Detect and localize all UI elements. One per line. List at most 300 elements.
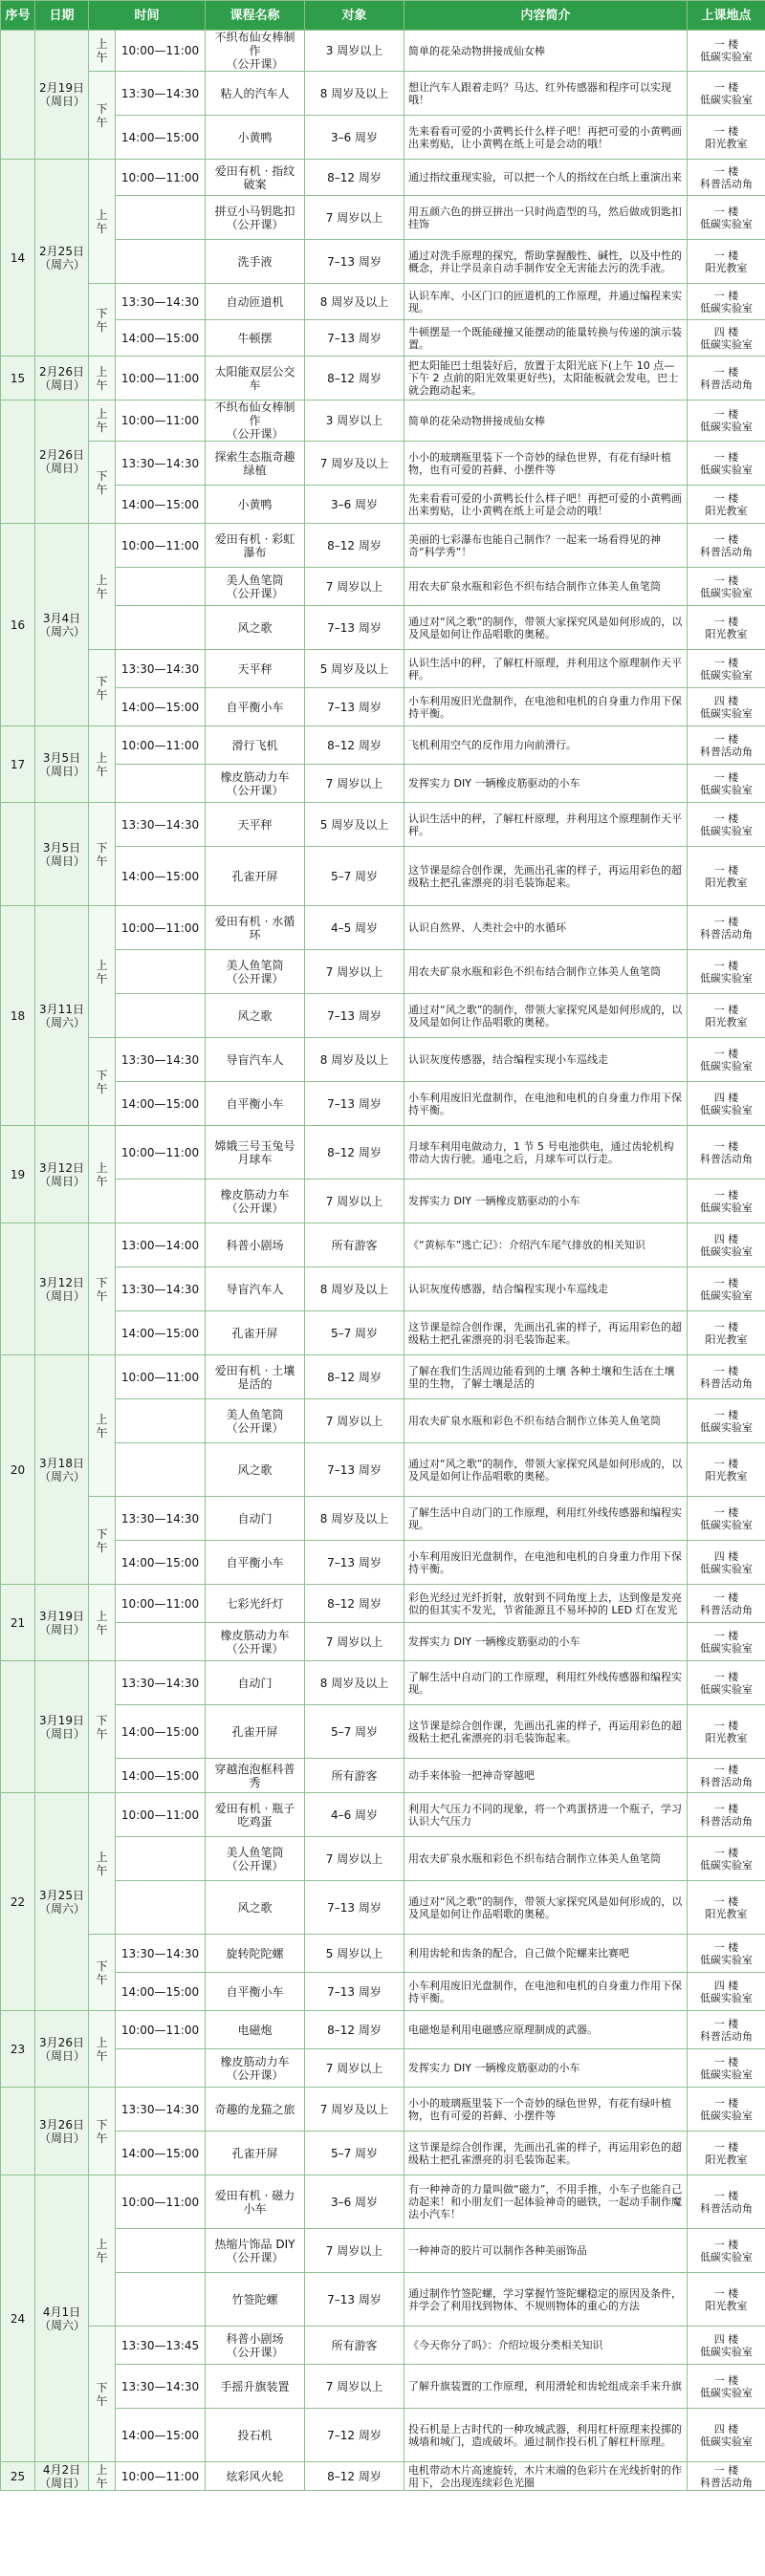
time-cell: 10:00—11:00 [116, 1126, 206, 1180]
location-cell: 一 楼 阳光教室 [688, 1881, 765, 1935]
location-cell: 一 楼 阳光教室 [688, 116, 765, 160]
location-cell: 一 楼 阳光教室 [688, 2273, 765, 2327]
audience-cell: 5 周岁及以上 [305, 803, 404, 847]
location-cell: 一 楼 低碳实验室 [688, 2365, 765, 2409]
location-cell: 一 楼 科普活动角 [688, 160, 765, 196]
course-name: 风之歌 [206, 606, 305, 650]
audience-cell: 所有游客 [305, 1759, 404, 1793]
time-cell: 14:00—15:00 [116, 1082, 206, 1126]
location-cell: 一 楼 低碳实验室 [688, 1038, 765, 1082]
description-cell: 简单的花朵动物拼接成仙女棒 [404, 400, 688, 442]
table-row [1, 196, 765, 240]
time-cell: 10:00—11:00 [116, 2176, 206, 2229]
row-number: 14 [1, 160, 35, 357]
course-name: 自平衡小车 [206, 1973, 305, 2011]
audience-cell: 8–12 周岁 [305, 2462, 404, 2491]
course-name: 美人鱼笔筒 （公开课） [206, 950, 305, 994]
location-cell: 一 楼 低碳实验室 [688, 284, 765, 320]
description-cell: 电磁炮是利用电磁感应原理制成的武器。 [404, 2011, 688, 2049]
location-cell: 一 楼 科普活动角 [688, 906, 765, 950]
row-number: 19 [1, 1126, 35, 1223]
audience-cell: 3–6 周岁 [305, 116, 404, 160]
half-day-label: 上午 [89, 524, 116, 650]
table-row [1, 400, 765, 442]
location-cell: 一 楼 低碳实验室 [688, 72, 765, 116]
location-cell: 一 楼 低碳实验室 [688, 2088, 765, 2132]
description-cell: 发挥实力 DIY 一辆橡皮筋驱动的小车 [404, 2049, 688, 2088]
time-cell: 10:00—11:00 [116, 1793, 206, 1837]
half-day-label: 下午 [89, 650, 116, 726]
location-cell: 一 楼 科普活动角 [688, 726, 765, 765]
half-day-label: 下午 [89, 284, 116, 357]
table-row [1, 1661, 765, 1705]
half-day-label: 下午 [89, 72, 116, 160]
row-number [1, 31, 35, 160]
course-name: 手摇升旗装置 [206, 2365, 305, 2409]
time-cell: 13:30—14:30 [116, 1497, 206, 1541]
time-cell: 13:00—14:00 [116, 1223, 206, 1267]
location-cell: 四 楼 低碳实验室 [688, 320, 765, 357]
audience-cell: 7 周岁以上 [305, 2365, 404, 2409]
row-number: 23 [1, 2011, 35, 2088]
row-number [1, 803, 35, 906]
time-cell: 13:30—14:30 [116, 1935, 206, 1973]
table-row [1, 1311, 765, 1355]
course-name: 爱田有机 · 指纹破案 [206, 160, 305, 196]
row-number [1, 1223, 35, 1355]
description-cell: 这节课是综合创作课，先画出孔雀的样子，再运用彩色的超级粘土把孔雀漂亮的羽毛装饰起来。 [404, 1311, 688, 1355]
table-row [1, 442, 765, 486]
course-name: 自动门 [206, 1661, 305, 1705]
table-row [1, 524, 765, 568]
course-name: 电磁炮 [206, 2011, 305, 2049]
location-cell: 一 楼 低碳实验室 [688, 442, 765, 486]
location-cell: 一 楼 低碳实验室 [688, 803, 765, 847]
course-name: 橡皮筋动力车 （公开课） [206, 2049, 305, 2088]
location-cell: 一 楼 阳光教室 [688, 1705, 765, 1759]
course-name: 爱田有机 · 彩虹瀑布 [206, 524, 305, 568]
row-number: 15 [1, 357, 35, 400]
description-cell: 有一种神奇的力量叫做“磁力”，不用手推，小车子也能自己动起来！和小朋友们一起体验神奇的磁铁，一起动手制作魔法小汽车！ [404, 2176, 688, 2229]
row-date: 3月18日 （周六） [35, 1355, 89, 1585]
description-cell: 通过对“风之歌”的制作，带领大家探究风是如何形成的，以及风是如何让作品唱歌的奥秘。 [404, 994, 688, 1038]
row-number: 24 [1, 2176, 35, 2462]
description-cell: 用农夫矿泉水瓶和彩色不织布结合制作立体美人鱼笔筒 [404, 950, 688, 994]
description-cell: 小车利用废旧光盘制作，在电池和电机的自身重力作用下保持平衡。 [404, 688, 688, 726]
location-cell: 四 楼 低碳实验室 [688, 1973, 765, 2011]
time-cell [116, 1399, 206, 1443]
description-cell: 了解生活中自动门的工作原理，利用红外线传感器和编程实现。 [404, 1497, 688, 1541]
table-row [1, 2409, 765, 2462]
audience-cell: 5–7 周岁 [305, 2132, 404, 2176]
time-cell: 14:00—15:00 [116, 2132, 206, 2176]
course-name: 自平衡小车 [206, 1541, 305, 1585]
description-cell: 牛顿摆是一个既能碰撞又能摆动的能量转换与传递的演示装置。 [404, 320, 688, 357]
half-day-label: 上午 [89, 160, 116, 284]
course-name: 美人鱼笔筒 （公开课） [206, 1399, 305, 1443]
description-cell: 用农夫矿泉水瓶和彩色不织布结合制作立体美人鱼笔筒 [404, 568, 688, 606]
location-cell: 一 楼 科普活动角 [688, 2176, 765, 2229]
description-cell: 认识生活中的秤，了解杠杆原理，并利用这个原理制作天平秤。 [404, 803, 688, 847]
table-row [1, 1355, 765, 1399]
time-cell [116, 568, 206, 606]
description-cell: 《“黄标车”逃亡记》：介绍汽车尾气排放的相关知识 [404, 1223, 688, 1267]
table-row [1, 726, 765, 765]
location-cell: 四 楼 低碳实验室 [688, 688, 765, 726]
description-cell: 通过对洗手原理的探究，帮助掌握酸性、碱性，以及中性的概念，并让学员亲自动手制作安全无害能去污的洗手液。 [404, 240, 688, 284]
table-row [1, 1881, 765, 1935]
course-name: 风之歌 [206, 1443, 305, 1497]
course-name: 投石机 [206, 2409, 305, 2462]
half-day-label: 上午 [89, 1355, 116, 1497]
description-cell: 《今天你分了吗》：介绍垃圾分类相关知识 [404, 2327, 688, 2365]
description-cell: 先来看看可爱的小黄鸭长什么样子吧！再把可爱的小黄鸭画出来剪贴，让小黄鸭在纸上可是会动的哦！ [404, 116, 688, 160]
description-cell: 先来看看可爱的小黄鸭长什么样子吧！再把可爱的小黄鸭画出来剪贴，让小黄鸭在纸上可是会动的哦！ [404, 486, 688, 524]
time-cell: 13:30—14:30 [116, 72, 206, 116]
row-date: 3月26日 （周日） [35, 2011, 89, 2088]
col-header-audience: 对象 [305, 1, 404, 31]
location-cell: 一 楼 低碳实验室 [688, 1267, 765, 1311]
description-cell: 电机带动木片高速旋转，木片末端的色彩片在光线折射的作用下，会出现连续彩色光圈 [404, 2462, 688, 2491]
description-cell: 用农夫矿泉水瓶和彩色不织布结合制作立体美人鱼笔筒 [404, 1837, 688, 1881]
course-name: 小黄鸭 [206, 116, 305, 160]
time-cell: 13:30—14:30 [116, 442, 206, 486]
row-date: 3月12日 （周日） [35, 1223, 89, 1355]
table-row [1, 1443, 765, 1497]
location-cell: 一 楼 低碳实验室 [688, 400, 765, 442]
table-row [1, 568, 765, 606]
course-name: 探索生态瓶奇趣绿植 [206, 442, 305, 486]
course-name: 爱田有机 · 瓶子吃鸡蛋 [206, 1793, 305, 1837]
location-cell: 一 楼 阳光教室 [688, 847, 765, 906]
table-row [1, 1793, 765, 1837]
audience-cell: 所有游客 [305, 1223, 404, 1267]
description-cell: 通过制作竹签陀螺，学习掌握竹签陀螺稳定的原因及条件，并学会了利用找到物体、不规则物体的重心的方法 [404, 2273, 688, 2327]
half-day-label: 上午 [89, 2462, 116, 2491]
table-row [1, 847, 765, 906]
row-date: 4月2日 （周日） [35, 2462, 89, 2491]
course-name: 爱田有机 · 水循环 [206, 906, 305, 950]
course-name: 拼豆小马钥匙扣 （公开课） [206, 196, 305, 240]
table-row [1, 2365, 765, 2409]
time-cell: 10:00—11:00 [116, 2011, 206, 2049]
description-cell: 简单的花朵动物拼接成仙女棒 [404, 31, 688, 72]
location-cell: 一 楼 阳光教室 [688, 1311, 765, 1355]
course-name: 孔雀开屏 [206, 2132, 305, 2176]
audience-cell: 7–13 周岁 [305, 2273, 404, 2327]
audience-cell: 7 周岁及以上 [305, 2088, 404, 2132]
half-day-label: 上午 [89, 726, 116, 803]
row-number [1, 1661, 35, 1793]
time-cell [116, 2229, 206, 2273]
location-cell: 一 楼 低碳实验室 [688, 1935, 765, 1973]
time-cell: 13:30—14:30 [116, 2365, 206, 2409]
table-row [1, 116, 765, 160]
location-cell: 一 楼 阳光教室 [688, 2132, 765, 2176]
audience-cell: 7 周岁以上 [305, 1180, 404, 1223]
description-cell: 利用大气压力不同的现象，将一个鸡蛋挤进一个瓶子，学习认识大气压力 [404, 1793, 688, 1837]
course-name: 七彩光纤灯 [206, 1585, 305, 1623]
course-name: 自平衡小车 [206, 688, 305, 726]
table-row [1, 284, 765, 320]
time-cell: 14:00—15:00 [116, 1973, 206, 2011]
description-cell: 投石机是上古时代的一种攻城武器，利用杠杆原理来投掷的城墙和城门，造成破坏。通过制作投石机了解杠杆原理。 [404, 2409, 688, 2462]
time-cell: 14:00—15:00 [116, 320, 206, 357]
half-day-label: 下午 [89, 2088, 116, 2176]
audience-cell: 8–12 周岁 [305, 1126, 404, 1180]
course-name: 奇趣的龙猫之旅 [206, 2088, 305, 2132]
course-name: 天平秤 [206, 803, 305, 847]
col-header-course: 课程名称 [206, 1, 305, 31]
time-cell: 10:00—11:00 [116, 160, 206, 196]
location-cell: 一 楼 低碳实验室 [688, 2229, 765, 2273]
audience-cell: 7–13 周岁 [305, 994, 404, 1038]
table-row [1, 1705, 765, 1759]
location-cell: 一 楼 科普活动角 [688, 2462, 765, 2491]
table-row [1, 650, 765, 688]
course-name: 爱田有机 · 磁力小车 [206, 2176, 305, 2229]
location-cell: 一 楼 科普活动角 [688, 357, 765, 400]
row-date: 3月5日 （周日） [35, 803, 89, 906]
half-day-label: 下午 [89, 1661, 116, 1793]
audience-cell: 5 周岁以上 [305, 1935, 404, 1973]
time-cell: 13:30—13:45 [116, 2327, 206, 2365]
table-row [1, 1541, 765, 1585]
half-day-label: 上午 [89, 357, 116, 400]
time-cell [116, 2049, 206, 2088]
audience-cell: 7–13 周岁 [305, 1082, 404, 1126]
row-number: 18 [1, 906, 35, 1126]
table-row [1, 1082, 765, 1126]
time-cell [116, 994, 206, 1038]
time-cell: 13:30—14:30 [116, 2088, 206, 2132]
location-cell: 四 楼 低碳实验室 [688, 1223, 765, 1267]
audience-cell: 8 周岁及以上 [305, 284, 404, 320]
location-cell: 一 楼 低碳实验室 [688, 950, 765, 994]
audience-cell: 7 周岁以上 [305, 196, 404, 240]
half-day-label: 上午 [89, 1126, 116, 1223]
location-cell: 四 楼 低碳实验室 [688, 2327, 765, 2365]
half-day-label: 下午 [89, 442, 116, 524]
col-header-date: 日期 [35, 1, 89, 31]
audience-cell: 5–7 周岁 [305, 1311, 404, 1355]
location-cell: 一 楼 低碳实验室 [688, 1399, 765, 1443]
location-cell: 一 楼 阳光教室 [688, 606, 765, 650]
header-row [1, 1, 765, 31]
description-cell: 把太阳能巴士组装好后，放置于太阳光底下(上午 10 点—下午 2 点前的阳光效果更好些)，太阳能板就会发电，巴士就会跑动起来。 [404, 357, 688, 400]
time-cell: 10:00—11:00 [116, 524, 206, 568]
audience-cell: 7–13 周岁 [305, 1541, 404, 1585]
description-cell: 通过指纹重现实验，可以把一个人的指纹在白纸上重演出来 [404, 160, 688, 196]
description-cell: 认识车库、小区门口的匝道机的工作原理，并通过编程来实现。 [404, 284, 688, 320]
audience-cell: 7 周岁以上 [305, 2049, 404, 2088]
location-cell: 一 楼 阳光教室 [688, 994, 765, 1038]
location-cell: 一 楼 科普活动角 [688, 524, 765, 568]
audience-cell: 7 周岁以上 [305, 950, 404, 994]
time-cell [116, 1443, 206, 1497]
description-cell: 发挥实力 DIY 一辆橡皮筋驱动的小车 [404, 1180, 688, 1223]
course-name: 孔雀开屏 [206, 1705, 305, 1759]
audience-cell: 3–6 周岁 [305, 486, 404, 524]
table-row [1, 765, 765, 803]
description-cell: 想让汽车人跟着走吗？马达、红外传感器和程序可以实现哦！ [404, 72, 688, 116]
row-date: 4月1日 （周六） [35, 2176, 89, 2462]
time-cell [116, 2273, 206, 2327]
course-name: 竹签陀螺 [206, 2273, 305, 2327]
audience-cell: 7–13 周岁 [305, 688, 404, 726]
row-date: 2月25日 （周六） [35, 160, 89, 357]
audience-cell: 8 周岁及以上 [305, 1267, 404, 1311]
description-cell: 通过对“风之歌”的制作，带领大家探究风是如何形成的，以及风是如何让作品唱歌的奥秘。 [404, 1443, 688, 1497]
course-name: 太阳能双层公交车 [206, 357, 305, 400]
description-cell: 小车利用废旧光盘制作，在电池和电机的自身重力作用下保持平衡。 [404, 1082, 688, 1126]
description-cell: 彩色光经过光纤折射，放射到不同角度上去，达到像是发亮似的但其实不发光，节省能源且不易坏掉的 LED 灯在发光 [404, 1585, 688, 1623]
course-name: 导盲汽车人 [206, 1267, 305, 1311]
row-date: 3月12日 （周日） [35, 1126, 89, 1223]
table-row [1, 2273, 765, 2327]
time-cell: 10:00—11:00 [116, 31, 206, 72]
table-row [1, 1837, 765, 1881]
table-row [1, 803, 765, 847]
course-name: 滑行飞机 [206, 726, 305, 765]
table-row [1, 906, 765, 950]
time-cell: 14:00—15:00 [116, 1311, 206, 1355]
table-row [1, 1399, 765, 1443]
audience-cell: 8 周岁及以上 [305, 1497, 404, 1541]
row-number: 22 [1, 1793, 35, 2011]
row-date: 3月11日 （周六） [35, 906, 89, 1126]
table-row [1, 31, 765, 72]
half-day-label: 下午 [89, 1497, 116, 1585]
course-name: 美人鱼笔筒 （公开课） [206, 568, 305, 606]
course-name: 橡皮筋动力车 （公开课） [206, 1623, 305, 1661]
location-cell: 一 楼 低碳实验室 [688, 1837, 765, 1881]
time-cell: 10:00—11:00 [116, 400, 206, 442]
table-row [1, 606, 765, 650]
table-row [1, 357, 765, 400]
table-row [1, 2049, 765, 2088]
time-cell: 14:00—15:00 [116, 1541, 206, 1585]
row-number: 20 [1, 1355, 35, 1585]
audience-cell: 8 周岁及以上 [305, 1661, 404, 1705]
time-cell [116, 1837, 206, 1881]
audience-cell: 7–13 周岁 [305, 606, 404, 650]
half-day-label: 下午 [89, 803, 116, 906]
time-cell: 14:00—15:00 [116, 116, 206, 160]
audience-cell: 4–6 周岁 [305, 1793, 404, 1837]
row-number [1, 2088, 35, 2176]
col-header-location: 上课地点 [688, 1, 765, 31]
audience-cell: 7 周岁以上 [305, 765, 404, 803]
table-row [1, 486, 765, 524]
row-number: 21 [1, 1585, 35, 1661]
row-date: 3月5日 （周日） [35, 726, 89, 803]
location-cell: 四 楼 低碳实验室 [688, 2409, 765, 2462]
description-cell: 发挥实力 DIY 一辆橡皮筋驱动的小车 [404, 1623, 688, 1661]
audience-cell: 8–12 周岁 [305, 1355, 404, 1399]
description-cell: 这节课是综合创作课，先画出孔雀的样子，再运用彩色的超级粘土把孔雀漂亮的羽毛装饰起来。 [404, 847, 688, 906]
description-cell: 认识自然界、人类社会中的水循环 [404, 906, 688, 950]
course-name: 洗手液 [206, 240, 305, 284]
col-header-description: 内容简介 [404, 1, 688, 31]
audience-cell: 7–13 周岁 [305, 1443, 404, 1497]
course-name: 自平衡小车 [206, 1082, 305, 1126]
audience-cell: 4–5 周岁 [305, 906, 404, 950]
audience-cell: 7 周岁以上 [305, 1623, 404, 1661]
location-cell: 一 楼 低碳实验室 [688, 1497, 765, 1541]
row-date: 3月4日 （周六） [35, 524, 89, 726]
time-cell: 13:30—14:30 [116, 1661, 206, 1705]
audience-cell: 8–12 周岁 [305, 160, 404, 196]
audience-cell: 3 周岁以上 [305, 400, 404, 442]
row-number: 16 [1, 524, 35, 726]
time-cell: 14:00—15:00 [116, 847, 206, 906]
table-row [1, 1585, 765, 1623]
table-row [1, 1126, 765, 1180]
half-day-label: 下午 [89, 1038, 116, 1126]
course-name: 热缩片饰品 DIY （公开课） [206, 2229, 305, 2273]
location-cell: 一 楼 科普活动角 [688, 1126, 765, 1180]
audience-cell: 8 周岁及以上 [305, 72, 404, 116]
time-cell: 13:30—14:30 [116, 1038, 206, 1082]
location-cell: 一 楼 低碳实验室 [688, 765, 765, 803]
table-row [1, 2327, 765, 2365]
audience-cell: 8–12 周岁 [305, 1585, 404, 1623]
half-day-label: 下午 [89, 1935, 116, 2011]
table-row [1, 950, 765, 994]
course-name: 穿越泡泡框科普秀 [206, 1759, 305, 1793]
audience-cell: 5–7 周岁 [305, 1705, 404, 1759]
audience-cell: 8–12 周岁 [305, 2011, 404, 2049]
time-cell [116, 950, 206, 994]
audience-cell: 7–12 周岁 [305, 2409, 404, 2462]
course-name: 孔雀开屏 [206, 847, 305, 906]
audience-cell: 8–12 周岁 [305, 726, 404, 765]
half-day-label: 上午 [89, 906, 116, 1038]
description-cell: 小小的玻璃瓶里装下一个奇妙的绿色世界，有花有绿叶植物，也有可爱的苔藓、小摆件等 [404, 2088, 688, 2132]
course-name: 孔雀开屏 [206, 1311, 305, 1355]
half-day-label: 上午 [89, 1585, 116, 1661]
time-cell: 10:00—11:00 [116, 357, 206, 400]
description-cell: 了解生活中自动门的工作原理，利用红外线传感器和编程实现。 [404, 1661, 688, 1705]
table-row [1, 1267, 765, 1311]
time-cell [116, 1180, 206, 1223]
row-number: 17 [1, 726, 35, 803]
audience-cell: 7 周岁以上 [305, 1399, 404, 1443]
description-cell: 了解升旗装置的工作原理，利用滑轮和齿轮组成亲手来升旗 [404, 2365, 688, 2409]
location-cell: 一 楼 阳光教室 [688, 486, 765, 524]
time-cell [116, 1623, 206, 1661]
audience-cell: 8 周岁及以上 [305, 1038, 404, 1082]
table-row [1, 1759, 765, 1793]
time-cell: 14:00—15:00 [116, 688, 206, 726]
description-cell: 小小的玻璃瓶里装下一个奇妙的绿色世界，有花有绿叶植物，也有可爱的苔藓、小摆件等 [404, 442, 688, 486]
col-header-time: 时间 [89, 1, 206, 31]
audience-cell: 所有游客 [305, 2327, 404, 2365]
row-date: 3月19日 （周日） [35, 1661, 89, 1793]
table-row [1, 2462, 765, 2491]
audience-cell: 5–7 周岁 [305, 847, 404, 906]
half-day-label: 上午 [89, 400, 116, 442]
course-name: 橡皮筋动力车 （公开课） [206, 765, 305, 803]
audience-cell: 7 周岁及以上 [305, 442, 404, 486]
location-cell: 一 楼 低碳实验室 [688, 568, 765, 606]
table-row [1, 994, 765, 1038]
description-cell: 认识生活中的秤，了解杠杆原理，并利用这个原理制作天平秤。 [404, 650, 688, 688]
course-name: 科普小剧场 [206, 1223, 305, 1267]
location-cell: 一 楼 低碳实验室 [688, 1623, 765, 1661]
course-name: 旋转陀陀螺 [206, 1935, 305, 1973]
